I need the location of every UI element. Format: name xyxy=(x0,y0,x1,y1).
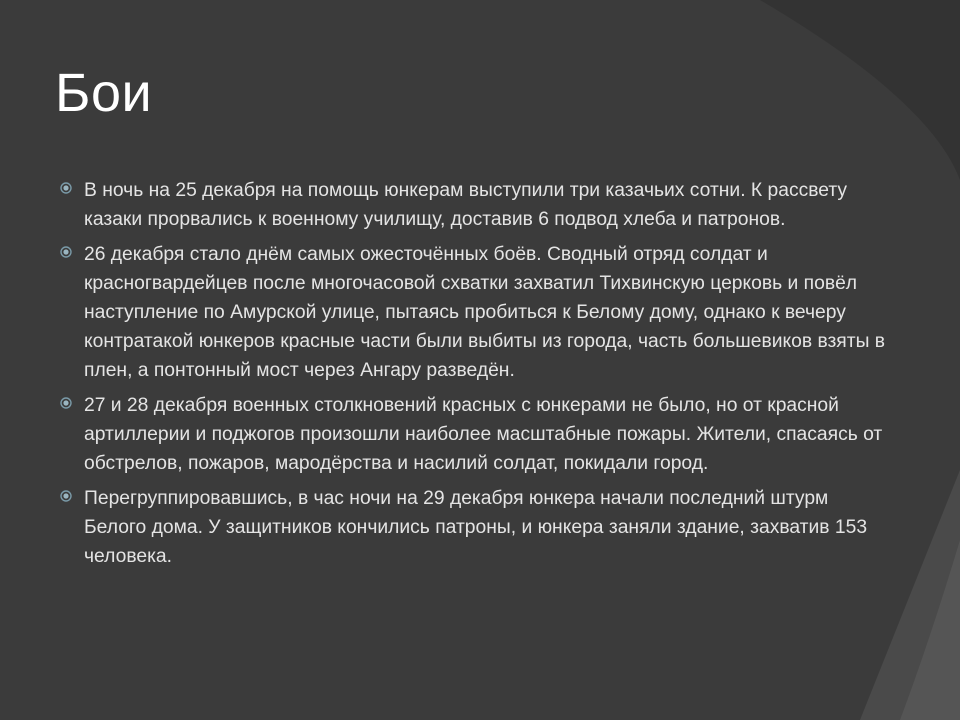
circle-bullet-icon xyxy=(60,397,72,409)
bullet-text: Перегруппировавшись, в час ночи на 29 декабря юнкера начали последний штурм Белого дома. У защитников кончились патроны, и юнкера заняли здание, захватив 153 человека. xyxy=(84,488,868,567)
bullet-text: 26 декабря стало днём самых ожесточённых боёв. Сводный отряд солдат и красногвардейцев после многочасовой схватки захватил Тихвинскую церковь и повёл наступление по Амурской улице, пытаясь пробиться к Белому дому, однако к вечеру контратакой юнкеров красные части были выбиты из города, часть большевиков взяты в плен, а понтонный мост через Ангару разведён. xyxy=(84,244,886,381)
bullet-text: 27 и 28 декабря военных столкновений красных с юнкерами не было, но от красной артиллерии и поджогов произошли наиболее масштабные пожары. Жители, спасаясь от обстрелов, пожаров, мародёрства и насилий солдат, покидали город. xyxy=(84,395,883,474)
slide-title: Бои xyxy=(55,63,153,123)
circle-bullet-icon xyxy=(60,246,72,258)
bullet-item xyxy=(60,176,890,234)
circle-bullet-icon xyxy=(60,182,72,194)
bullet-item xyxy=(60,484,890,571)
circle-bullet-icon xyxy=(60,490,72,502)
bullet-list xyxy=(60,176,890,577)
bullet-item xyxy=(60,391,890,478)
bullet-item xyxy=(60,240,890,385)
bullet-text: В ночь на 25 декабря на помощь юнкерам выступили три казачьих сотни. К рассвету казаки прорвались к военному училищу, доставив 6 подвод хлеба и патронов. xyxy=(84,180,848,230)
